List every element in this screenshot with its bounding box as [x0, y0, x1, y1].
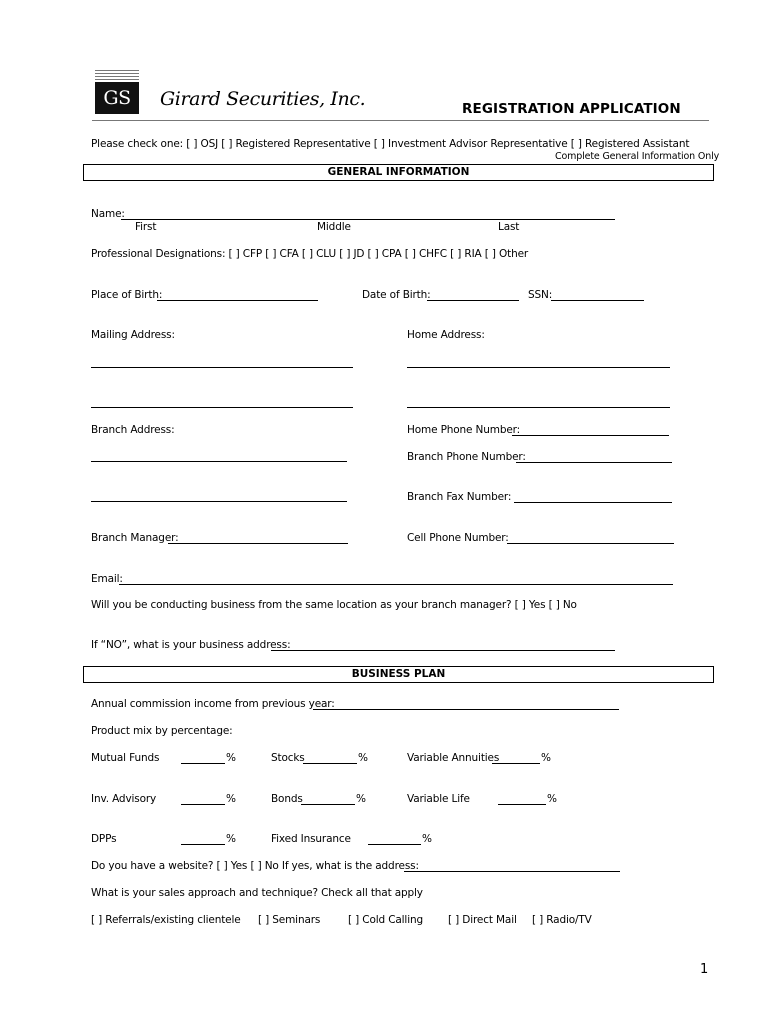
product-mix-label: Product mix by percentage:	[91, 725, 233, 737]
ssn-field[interactable]	[551, 300, 644, 301]
mailing-address-line-1[interactable]	[91, 367, 353, 368]
branch-address-label: Branch Address:	[91, 424, 175, 436]
first-name-caption: First	[135, 221, 157, 233]
bonds-pct: %	[356, 793, 366, 805]
fixed-insurance-label: Fixed Insurance	[271, 833, 351, 845]
page-number: 1	[700, 962, 709, 977]
inv-advisory-label: Inv. Advisory	[91, 793, 157, 805]
variable-annuities-field[interactable]	[492, 763, 540, 764]
variable-annuities-label: Variable Annuities	[407, 752, 500, 764]
website-question[interactable]: Do you have a website? [ ] Yes [ ] No If yes, what is the address:	[91, 860, 419, 872]
annual-income-label: Annual commission income from previous year:	[91, 698, 335, 710]
branch-address-line-1[interactable]	[91, 461, 347, 462]
professional-designations[interactable]: Professional Designations: [ ] CFP [ ] CFA [ ] CLU [ ] JD [ ] CPA [ ] CHFC [ ] RIA [ ] Other	[91, 248, 529, 260]
branch-manager-label: Branch Manager:	[91, 532, 179, 544]
dpps-label: DPPs	[91, 833, 117, 845]
inv-advisory-field[interactable]	[181, 804, 225, 805]
variable-life-pct: %	[547, 793, 557, 805]
bonds-field[interactable]	[301, 804, 355, 805]
check-one-note: Complete General Information Only	[555, 151, 720, 162]
radio-tv-checkbox[interactable]: [ ] Radio/TV	[532, 914, 592, 926]
form-title: REGISTRATION APPLICATION	[462, 101, 681, 117]
place-of-birth-field[interactable]	[157, 300, 318, 301]
mutual-funds-field[interactable]	[181, 763, 225, 764]
home-phone-field[interactable]	[512, 435, 669, 436]
seminars-checkbox[interactable]: [ ] Seminars	[258, 914, 321, 926]
business-plan-header: BUSINESS PLAN	[83, 666, 714, 683]
fixed-insurance-pct: %	[422, 833, 432, 845]
date-of-birth-field[interactable]	[427, 300, 519, 301]
ssn-label: SSN:	[528, 289, 553, 301]
home-address-line-1[interactable]	[407, 367, 670, 368]
business-address-field[interactable]	[271, 650, 615, 651]
home-address-label: Home Address:	[407, 329, 485, 341]
direct-mail-checkbox[interactable]: [ ] Direct Mail	[448, 914, 517, 926]
home-address-line-2[interactable]	[407, 407, 670, 408]
name-field[interactable]	[121, 219, 615, 220]
website-address-field[interactable]	[404, 871, 620, 872]
referrals-checkbox[interactable]: [ ] Referrals/existing clientele	[91, 914, 241, 926]
home-phone-label: Home Phone Number:	[407, 424, 521, 436]
annual-income-field[interactable]	[313, 709, 619, 710]
variable-life-field[interactable]	[498, 804, 546, 805]
cold-calling-checkbox[interactable]: [ ] Cold Calling	[348, 914, 423, 926]
mailing-address-line-2[interactable]	[91, 407, 353, 408]
fixed-insurance-field[interactable]	[368, 844, 421, 845]
stocks-label: Stocks	[271, 752, 305, 764]
branch-phone-field[interactable]	[516, 462, 672, 463]
sales-approach-question: What is your sales approach and technique? Check all that apply	[91, 887, 423, 899]
stocks-field[interactable]	[303, 763, 357, 764]
check-one-options[interactable]: Please check one: [ ] OSJ [ ] Registered Representative [ ] Investment Advisor Representative [ ] Registered Assistant	[91, 138, 690, 150]
company-name: Girard Securities, Inc.	[160, 88, 366, 110]
middle-name-caption: Middle	[317, 221, 351, 233]
branch-address-line-2[interactable]	[91, 501, 347, 502]
email-label: Email:	[91, 573, 123, 585]
last-name-caption: Last	[498, 221, 520, 233]
mutual-funds-label: Mutual Funds	[91, 752, 160, 764]
header-divider	[92, 120, 709, 121]
same-location-question[interactable]: Will you be conducting business from the same location as your branch manager? [ ] Yes [ ] No	[91, 599, 577, 611]
branch-phone-label: Branch Phone Number:	[407, 451, 526, 463]
place-of-birth-label: Place of Birth:	[91, 289, 163, 301]
branch-manager-field[interactable]	[168, 543, 348, 544]
company-logo	[95, 82, 139, 114]
mailing-address-label: Mailing Address:	[91, 329, 175, 341]
dpps-pct: %	[226, 833, 236, 845]
date-of-birth-label: Date of Birth:	[362, 289, 431, 301]
business-address-label: If “NO”, what is your business address:	[91, 639, 291, 651]
variable-life-label: Variable Life	[407, 793, 470, 805]
branch-fax-field[interactable]	[514, 502, 672, 503]
stocks-pct: %	[358, 752, 368, 764]
logo-text: GS	[103, 87, 131, 109]
dpps-field[interactable]	[181, 844, 225, 845]
general-information-header: GENERAL INFORMATION	[83, 164, 714, 181]
cell-phone-field[interactable]	[507, 543, 674, 544]
mutual-funds-pct: %	[226, 752, 236, 764]
bonds-label: Bonds	[271, 793, 303, 805]
email-field[interactable]	[119, 584, 673, 585]
branch-fax-label: Branch Fax Number:	[407, 491, 512, 503]
name-label: Name:	[91, 208, 125, 220]
inv-advisory-pct: %	[226, 793, 236, 805]
cell-phone-label: Cell Phone Number:	[407, 532, 509, 544]
variable-annuities-pct: %	[541, 752, 551, 764]
